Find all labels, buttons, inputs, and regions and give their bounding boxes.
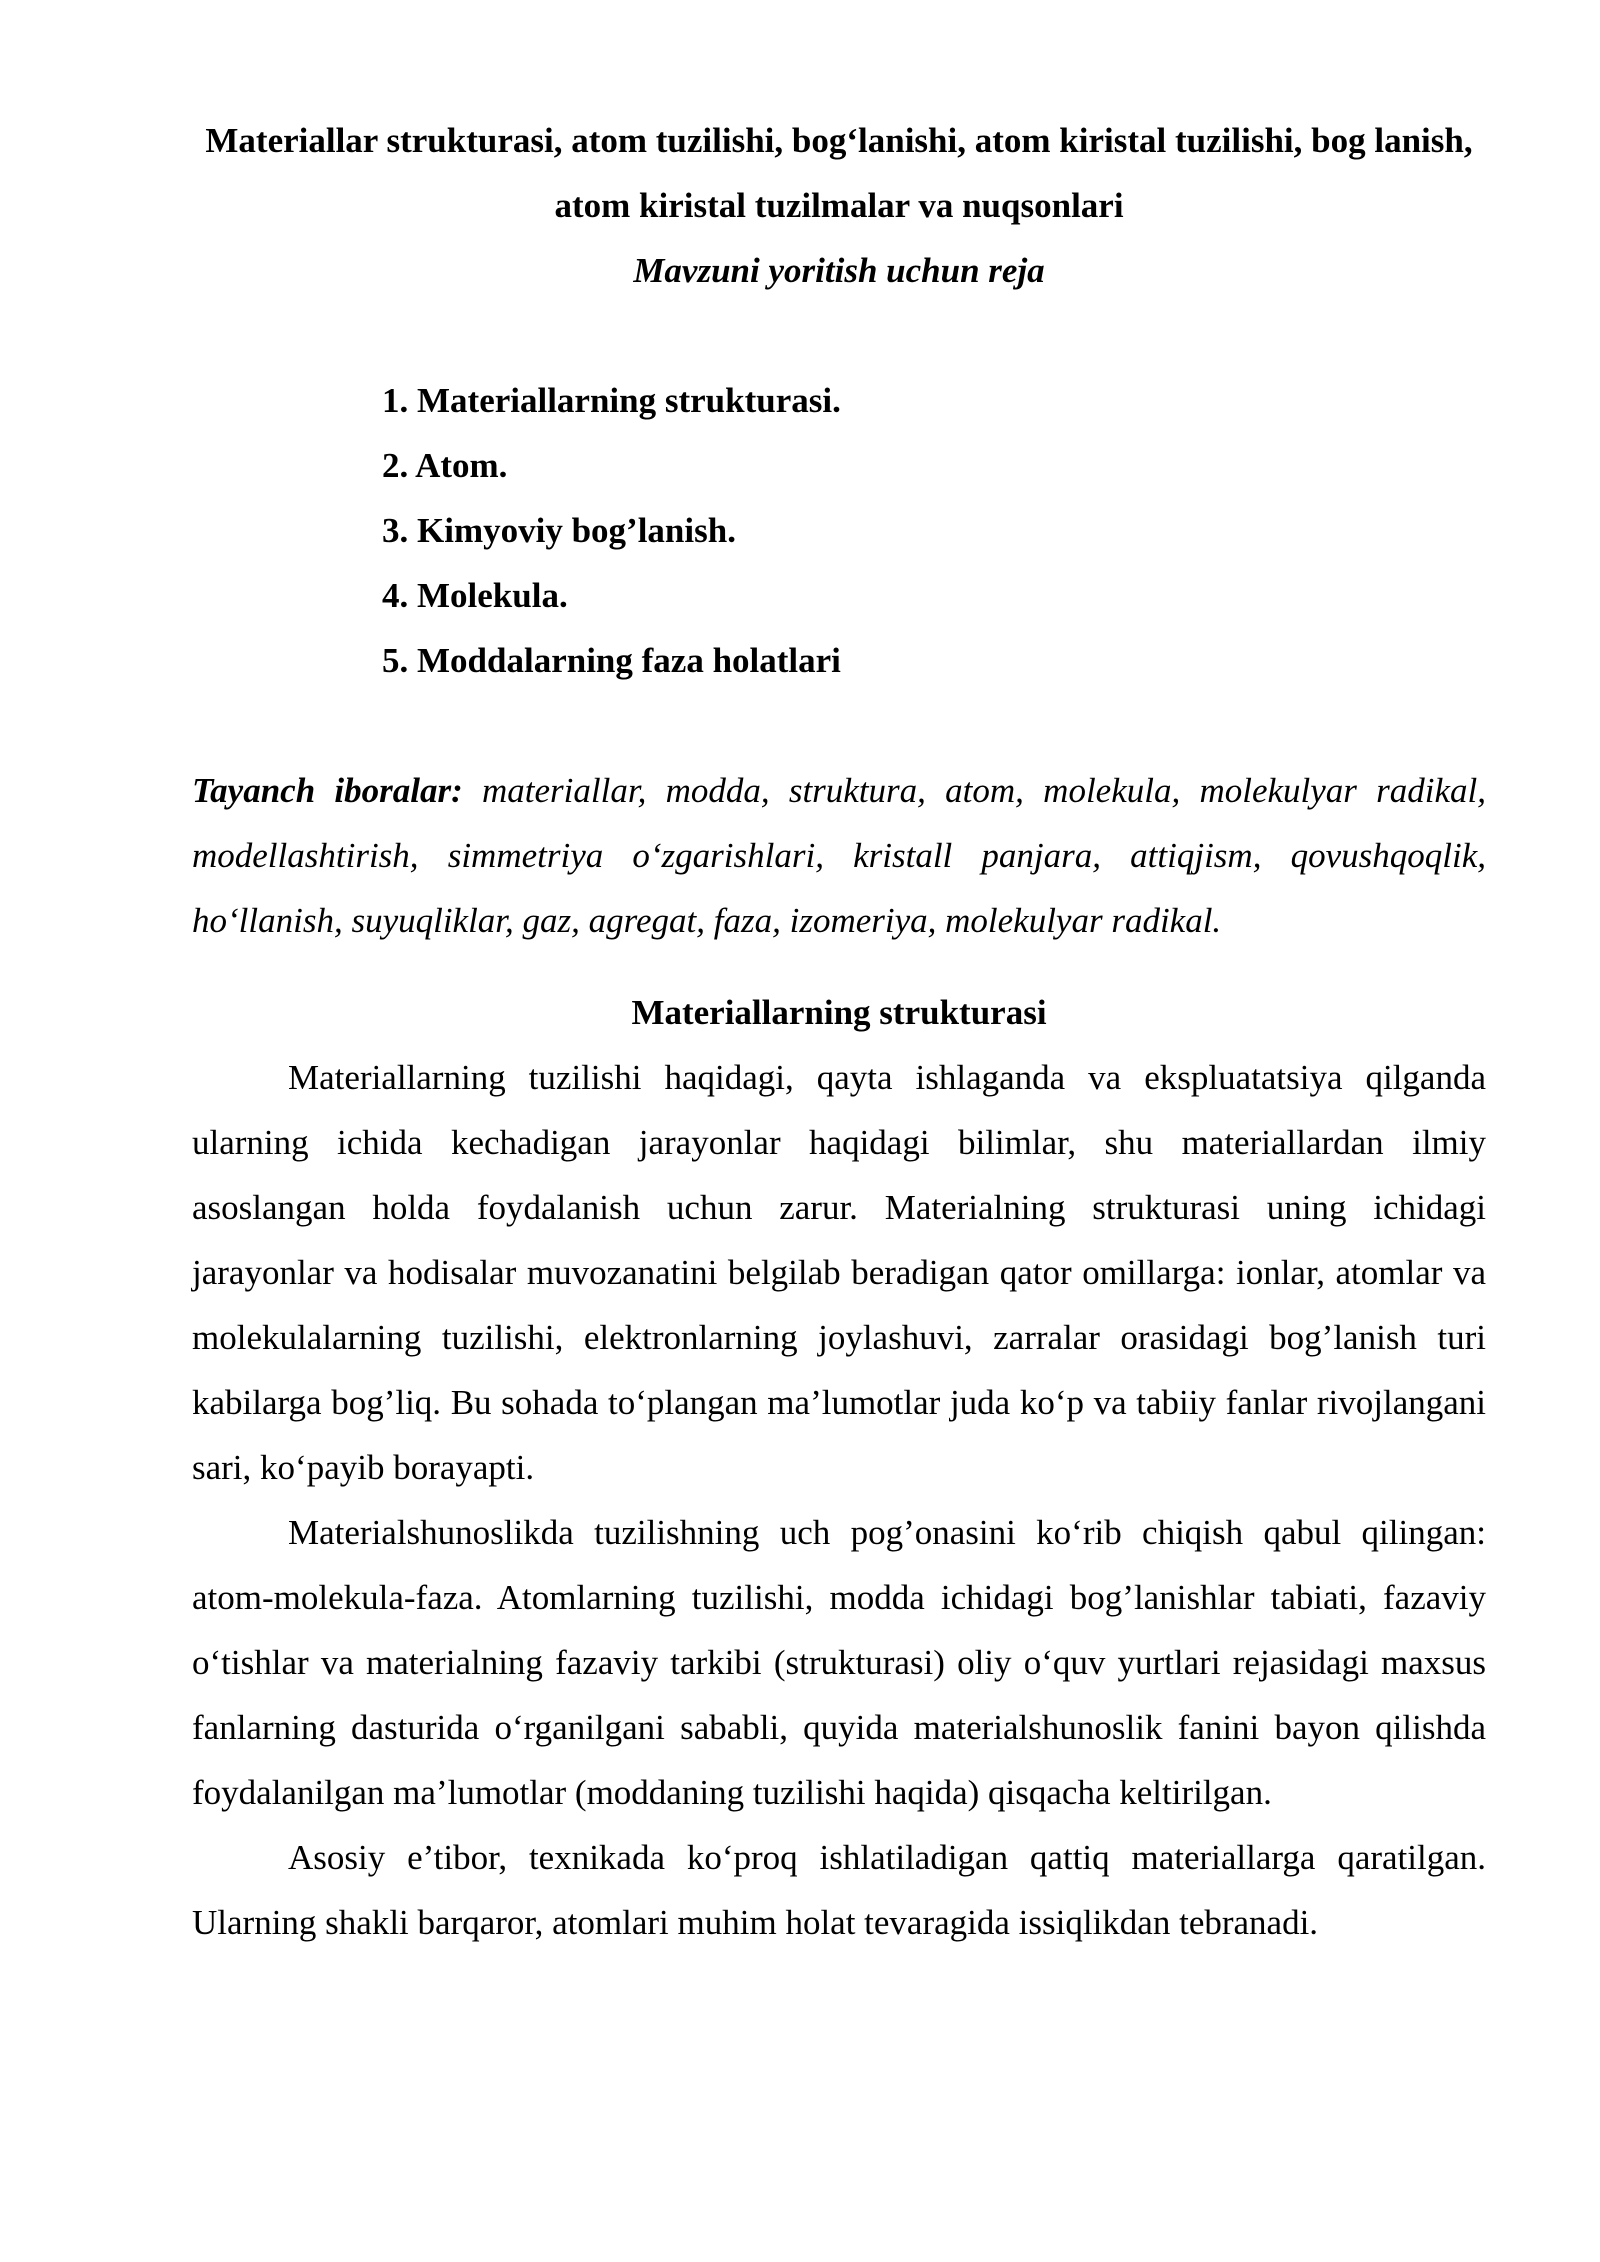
keywords-text: materiallar, modda, struktura, atom, molekula, molekulyar radikal, modellashtirish, simmetriya o‘zgarishlari, kristall panjara, attiqjism, qovushqoqlik, ho‘llanish, suyuqliklar, gaz, agregat, faza, izomeriya, molekulyar radikal.	[192, 771, 1486, 940]
body-paragraph: Materialshunoslikda tuzilishning uch pog’onasini ko‘rib chiqish qabul qilingan: atom-molekula-faza. Atomlarning tuzilishi, modda ichidagi bog’lanishlar tabiati, fazaviy o‘tishlar va materialning fazaviy tarkibi (strukturasi) oliy o‘quv yurtlari rejasidagi maxsus fanlarning dasturida o‘rganilgani sababli, quyida materialshunoslik fanini bayon qilishda foydalanilgan ma’lumotlar (moddaning tuzilishi haqida) qisqacha keltirilgan.	[192, 1513, 1486, 1812]
document-subtitle: Mavzuni yoritish uchun reja	[633, 251, 1045, 290]
plan-list	[192, 368, 1486, 693]
keywords-paragraph	[192, 758, 1486, 953]
keywords-label: Tayanch iboralar:	[192, 771, 463, 810]
body-paragraph: Materiallarning tuzilishi haqidagi, qayta ishlaganda va ekspluatatsiya qilganda ularning ichida kechadigan jarayonlar haqidagi bilimlar, shu materiallardan ilmiy asoslangan holda foydalanish uchun zarur. Materialning strukturasi uning ichidagi jarayonlar va hodisalar muvozanatini belgilab beradigan qator omillarga: ionlar, atomlar va molekulalarning tuzilishi, elektronlarning joylashuvi, zarralar orasidagi bog’lanish turi kabilarga bog’liq. Bu sohada to‘plangan ma’lumotlar juda ko‘p va tabiiy fanlar rivojlangani sari, ko‘payib borayapti.	[192, 1058, 1486, 1487]
plan-item: 2. Atom.	[382, 446, 508, 485]
plan-item: 4. Molekula.	[382, 576, 568, 615]
section-heading: Materiallarning strukturasi	[631, 993, 1047, 1032]
document-title: Materiallar strukturasi, atom tuzilishi, bog‘lanishi, atom kiristal tuzilishi, bog lanish, atom kiristal tuzilmalar va nuqsonlari	[205, 121, 1473, 225]
document-page	[192, 108, 1486, 1955]
plan-item: 5. Moddalarning faza holatlari	[382, 641, 841, 680]
plan-item: 3. Kimyoviy bog’lanish.	[382, 511, 736, 550]
body-paragraph: Asosiy e’tibor, texnikada ko‘proq ishlatiladigan qattiq materiallarga qaratilgan. Ularning shakli barqaror, atomlari muhim holat tevaragida issiqlikdan tebranadi.	[192, 1838, 1486, 1942]
plan-item: 1. Materiallarning strukturasi.	[382, 381, 841, 420]
